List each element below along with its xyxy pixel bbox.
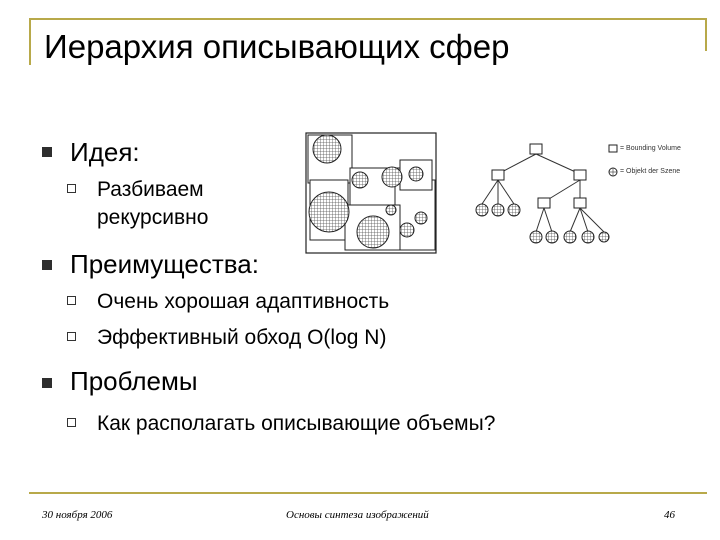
sub-bullet-split-line2: рекурсивно [97, 206, 209, 229]
sub-bullet-traversal: Эффективный обход O(log N) [97, 326, 387, 349]
frame-right-border [705, 18, 707, 51]
sub-bullet-adaptivity: Очень хорошая адаптивность [97, 290, 390, 313]
bullet-advantages: Преимущества: [70, 249, 259, 279]
sub-bullet-marker [67, 332, 76, 341]
legend-scene-object: = Objekt der Szene [620, 168, 681, 175]
sub-bullet-placement: Как располагать описывающие объемы? [97, 412, 496, 435]
page-number: 46 [664, 509, 675, 521]
legend-bounding-volume: = Bounding Volume [620, 145, 681, 152]
sub-bullet-marker [67, 418, 76, 427]
bullet-marker [42, 260, 52, 270]
frame-left-border [29, 18, 31, 65]
bounding-volume-illustration [305, 130, 440, 255]
hierarchy-tree-diagram [470, 140, 610, 250]
footer-divider [29, 492, 707, 494]
bounding-volume-legend-icon [608, 144, 618, 154]
scene-object-legend-icon [608, 167, 618, 177]
bullet-problems: Проблемы [70, 366, 198, 396]
sub-bullet-marker [67, 184, 76, 193]
bullet-marker [42, 147, 52, 157]
frame-top-border [29, 18, 707, 20]
bullet-idea: Идея: [70, 137, 140, 167]
footer-course: Основы синтеза изображений [286, 509, 429, 521]
bullet-marker [42, 378, 52, 388]
sub-bullet-marker [67, 296, 76, 305]
sub-bullet-split-line1: Разбиваем [97, 178, 204, 201]
slide-title: Иерархия описывающих сфер [44, 28, 510, 65]
footer-date: 30 ноября 2006 [42, 509, 113, 521]
